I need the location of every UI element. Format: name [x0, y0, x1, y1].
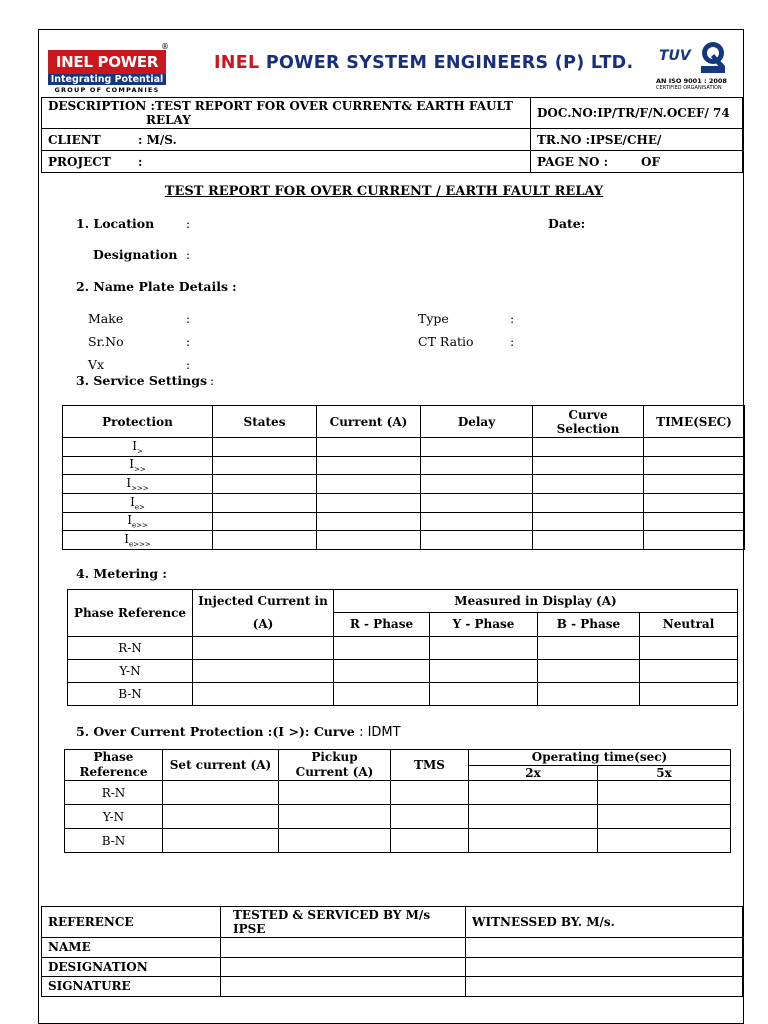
input-cell[interactable] — [644, 475, 745, 494]
input-cell[interactable] — [334, 637, 430, 660]
table-row — [42, 957, 743, 977]
phase-cell: B-N — [65, 829, 163, 853]
col-operating-time: Operating time(sec) — [469, 750, 731, 766]
logo-tagline: Integrating Potential — [48, 74, 166, 85]
client-cell: CLIENT : M/S. — [42, 129, 531, 151]
col-2x: 2x — [469, 765, 598, 781]
service-settings-table — [62, 405, 745, 550]
tr-no-cell: TR.NO :IPSE/CHE/ — [531, 129, 743, 151]
col-protection: Protection — [63, 406, 213, 438]
protection-cell — [63, 494, 213, 513]
footer-row-label: SIGNATURE — [42, 977, 221, 997]
srno-label: Sr.No — [88, 334, 124, 349]
vx-colon: : — [186, 357, 191, 372]
table-row — [63, 494, 745, 513]
col-y-phase: Y - Phase — [430, 612, 538, 636]
input-cell[interactable] — [163, 829, 279, 853]
name-plate-heading: 2. Name Plate Details — [76, 279, 228, 294]
footer-row-label: NAME — [42, 938, 221, 958]
input-cell[interactable] — [598, 805, 731, 829]
date-label: Date: — [548, 216, 586, 231]
table-row — [63, 475, 745, 494]
input-cell[interactable] — [221, 977, 466, 997]
input-cell[interactable] — [421, 438, 533, 457]
input-cell[interactable] — [334, 660, 430, 683]
input-cell[interactable] — [430, 660, 538, 683]
col-current: Current (A) — [317, 406, 421, 438]
col-b-phase: B - Phase — [538, 612, 640, 636]
metering-table — [67, 589, 738, 706]
input-cell[interactable] — [213, 475, 317, 494]
protection-subscript: e> — [134, 503, 145, 512]
col-tms: TMS — [391, 750, 469, 781]
page-title: TEST REPORT FOR OVER CURRENT / EARTH FAULT RELAY — [164, 184, 604, 199]
protection-cell — [63, 456, 213, 475]
input-cell[interactable] — [391, 805, 469, 829]
input-cell[interactable] — [640, 637, 738, 660]
input-cell[interactable] — [533, 438, 644, 457]
certification-logo — [656, 38, 728, 94]
srno-colon: : — [186, 334, 191, 349]
col-neutral: Neutral — [640, 612, 738, 636]
phase-cell: R-N — [65, 781, 163, 805]
protection-symbol: I — [132, 438, 137, 453]
table-row — [65, 805, 731, 829]
table-row — [65, 781, 731, 805]
service-settings-heading: 3. Service Settings — [76, 373, 208, 388]
input-cell[interactable] — [279, 805, 391, 829]
input-cell[interactable] — [317, 531, 421, 550]
input-cell[interactable] — [640, 660, 738, 683]
phase-cell: R-N — [68, 637, 193, 660]
input-cell[interactable] — [644, 438, 745, 457]
table-row — [42, 977, 743, 997]
phase-cell: B-N — [68, 683, 193, 706]
table-row — [42, 938, 743, 958]
input-cell[interactable] — [213, 494, 317, 513]
col-set-current: Set current (A) — [163, 750, 279, 781]
input-cell[interactable] — [213, 531, 317, 550]
page-no-cell: PAGE NO : OF — [531, 151, 743, 173]
protection-cell — [63, 512, 213, 531]
input-cell[interactable] — [221, 957, 466, 977]
input-cell[interactable] — [533, 494, 644, 513]
registered-icon: ® — [161, 42, 169, 51]
tuv-badge-icon — [656, 38, 728, 74]
input-cell[interactable] — [421, 494, 533, 513]
table-row — [68, 660, 738, 683]
location-label: 1. Location — [76, 216, 155, 231]
type-label: Type — [418, 311, 449, 326]
input-cell[interactable] — [279, 781, 391, 805]
col-curve-selection: Curve Selection — [533, 406, 644, 438]
col-phase-reference: Phase Reference — [68, 590, 193, 637]
input-cell[interactable] — [421, 531, 533, 550]
table-row — [68, 683, 738, 706]
input-cell[interactable] — [466, 938, 743, 958]
logo-brand: INEL POWER — [48, 50, 166, 74]
input-cell[interactable] — [644, 456, 745, 475]
protection-symbol: I — [126, 476, 132, 491]
table-row — [68, 637, 738, 660]
table-row — [63, 531, 745, 550]
input-cell[interactable] — [317, 438, 421, 457]
input-cell[interactable] — [213, 438, 317, 457]
document-info-table — [41, 97, 743, 173]
make-colon: : — [186, 311, 191, 326]
input-cell[interactable] — [421, 475, 533, 494]
protection-subscript: > — [136, 447, 143, 456]
table-row — [63, 438, 745, 457]
metering-heading: 4. Metering : — [76, 566, 168, 581]
col-r-phase: R - Phase — [334, 612, 430, 636]
input-cell[interactable] — [466, 957, 743, 977]
company-logo — [48, 50, 166, 92]
input-cell[interactable] — [391, 781, 469, 805]
witnessed-by-header: WITNESSED BY. M/s. — [466, 907, 743, 938]
input-cell[interactable] — [538, 683, 640, 706]
input-cell[interactable] — [598, 829, 731, 853]
input-cell[interactable] — [391, 829, 469, 853]
footer-row-label: DESIGNATION — [42, 957, 221, 977]
input-cell[interactable] — [644, 512, 745, 531]
input-cell[interactable] — [279, 829, 391, 853]
signature-table — [41, 906, 743, 997]
col-states: States — [213, 406, 317, 438]
input-cell[interactable] — [213, 512, 317, 531]
table-header-row — [63, 406, 745, 438]
input-cell[interactable] — [598, 781, 731, 805]
designation-label: Designation — [93, 247, 178, 262]
input-cell[interactable] — [430, 637, 538, 660]
input-cell[interactable] — [644, 494, 745, 513]
input-cell[interactable] — [640, 683, 738, 706]
phase-cell: Y-N — [65, 805, 163, 829]
input-cell[interactable] — [163, 781, 279, 805]
ct-ratio-label: CT Ratio — [418, 334, 474, 349]
phase-cell: Y-N — [68, 660, 193, 683]
input-cell[interactable] — [533, 475, 644, 494]
curve-value: : IDMT — [359, 725, 401, 740]
service-settings-colon: : — [210, 373, 215, 388]
protection-cell — [63, 438, 213, 457]
input-cell[interactable] — [533, 456, 644, 475]
input-cell[interactable] — [221, 938, 466, 958]
input-cell[interactable] — [193, 637, 334, 660]
over-current-table — [64, 749, 731, 853]
col-time: TIME(SEC) — [644, 406, 745, 438]
logo-group: GROUP OF COMPANIES — [54, 86, 160, 94]
company-name: INEL POWER SYSTEM ENGINEERS (P) LTD. — [214, 53, 634, 73]
input-cell[interactable] — [317, 475, 421, 494]
protection-symbol: I — [127, 513, 132, 528]
type-colon: : — [510, 311, 515, 326]
col-injected-current: Injected Current in (A) — [193, 590, 334, 637]
input-cell[interactable] — [317, 494, 421, 513]
protection-subscript: e>>> — [129, 540, 151, 549]
input-cell[interactable] — [466, 977, 743, 997]
tested-by-header: TESTED & SERVICED BY M/s IPSE — [221, 907, 466, 938]
input-cell[interactable] — [533, 531, 644, 550]
input-cell[interactable] — [317, 512, 421, 531]
over-current-heading: 5. Over Current Protection :(I >): Curve : IDMT — [76, 724, 401, 740]
cert-org: CERTIFIED ORGANISATION — [656, 85, 722, 91]
input-cell[interactable] — [469, 781, 598, 805]
col-5x: 5x — [598, 765, 731, 781]
input-cell[interactable] — [421, 512, 533, 531]
protection-subscript: >>> — [131, 484, 149, 493]
cert-brand: TUV — [659, 48, 691, 64]
col-phase-reference-5: Phase Reference — [65, 750, 163, 781]
protection-cell — [63, 531, 213, 550]
input-cell[interactable] — [193, 660, 334, 683]
input-cell[interactable] — [469, 805, 598, 829]
table-row — [63, 456, 745, 475]
input-cell[interactable] — [193, 683, 334, 706]
col-pickup-current: Pickup Current (A) — [279, 750, 391, 781]
protection-symbol: I — [130, 494, 135, 509]
table-row — [63, 512, 745, 531]
description-cell: DESCRIPTION :TEST REPORT FOR OVER CURRENT& EARTH FAULT RELAY — [42, 98, 531, 129]
designation-colon: : — [186, 247, 191, 262]
input-cell[interactable] — [334, 683, 430, 706]
input-cell[interactable] — [163, 805, 279, 829]
ct-ratio-colon: : — [510, 334, 515, 349]
reference-header: REFERENCE — [42, 907, 221, 938]
protection-subscript: >> — [134, 465, 146, 474]
vx-label: Vx — [88, 357, 105, 372]
input-cell[interactable] — [538, 660, 640, 683]
input-cell[interactable] — [533, 512, 644, 531]
col-delay: Delay — [421, 406, 533, 438]
protection-cell — [63, 475, 213, 494]
doc-no-cell: DOC.NO:IP/TR/F/N.OCEF/ 74 — [531, 98, 743, 129]
cert-iso: AN ISO 9001 : 2008 — [656, 77, 727, 85]
protection-symbol: I — [129, 457, 134, 472]
col-measured-display: Measured in Display (A) — [334, 590, 738, 613]
input-cell[interactable] — [317, 456, 421, 475]
location-colon: : — [186, 216, 191, 231]
input-cell[interactable] — [430, 683, 538, 706]
protection-symbol: I — [124, 532, 129, 547]
table-row — [65, 829, 731, 853]
input-cell[interactable] — [538, 637, 640, 660]
project-cell: PROJECT : — [42, 151, 531, 173]
protection-subscript: e>> — [131, 521, 148, 530]
input-cell[interactable] — [421, 456, 533, 475]
input-cell[interactable] — [644, 531, 745, 550]
name-plate-colon: : — [232, 279, 237, 294]
input-cell[interactable] — [213, 456, 317, 475]
make-label: Make — [88, 311, 124, 326]
input-cell[interactable] — [469, 829, 598, 853]
